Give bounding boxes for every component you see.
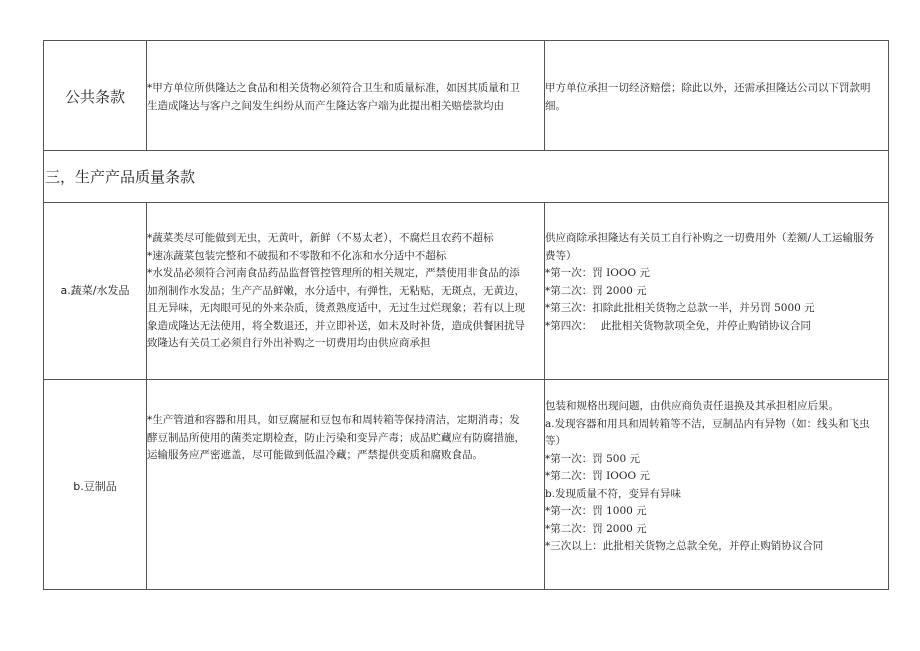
requirement-line: 运输服务应严密遮盖，尽可能做到低温冷藏；严禁提供变质和腐败食品。: [147, 449, 483, 461]
public-terms-penalty-line: 甲方单位承担一切经济赔偿；除此以外，还需承担隆达公司以下罚款明: [545, 82, 871, 94]
requirement-line: *速冻蔬菜包装完整和不破损和不零散和不化冻和水分适中不超标: [147, 249, 447, 262]
penalty-line: *第四次： 此批相关货物款项全免，并停止购销协议合同: [545, 319, 811, 332]
penalty-line: *第一次：罚 1000 元: [545, 505, 647, 517]
public-terms-label: 公共条款: [64, 88, 125, 106]
requirement-line: *生产管道和容器和用具，如豆腐屉和豆包布和周转箱等保持清洁，定期消毒；发: [147, 414, 520, 426]
public-terms-text: [147, 80, 544, 115]
penalty-line: *第二次：罚 IOOO 元: [545, 470, 650, 482]
public-terms-penalty: [545, 80, 887, 115]
table-border-bottom: [43, 589, 889, 590]
penalty-line: a.发现容器和用具和周转箱等不洁，豆制品内有异物（如：线头和飞虫: [545, 417, 870, 430]
vegetables-label: a.蔬菜/水发品: [60, 284, 130, 297]
public-terms-line: *甲方单位所供隆达之食品和相关货物必须符合卫生和质量标准，如因其质量和卫: [147, 82, 520, 94]
requirement-line: 致隆达有关员工必须自行外出补购之一切费用均由供应商承担: [147, 337, 431, 349]
bean-products-requirements: [147, 412, 544, 465]
section-title: 三，生产产品质量条款: [45, 168, 196, 186]
penalty-line: *第一次：罚 IOOO 元: [545, 267, 650, 279]
row-divider-1: [43, 150, 889, 151]
public-terms-line: 生造成隆达与客户之间发生纠纷从而产生隆达客户端为此提出相关赔偿款均由: [147, 99, 504, 112]
penalty-line: 费等）: [545, 249, 577, 262]
penalty-line: 供应商除承担隆达有关员工自行补购之一切费用外（差额/人工运输服务: [545, 232, 875, 244]
requirement-line: *蔬菜类尽可能做到无虫，无黄叶，新鲜（不易太老），不腐烂且农药不超标: [147, 232, 494, 244]
penalty-line: *第二次：罚 2000 元: [545, 284, 647, 297]
penalty-line: 包装和规格出现问题，由供应商负责任退换及其承担相应后果。: [545, 400, 839, 412]
penalty-line: 等）: [545, 435, 566, 447]
penalty-line: *第三次：扣除此批相关货物之总款一半，并另罚 5000 元: [545, 302, 815, 314]
bean-products-penalties: [545, 398, 887, 556]
table-border-left: [43, 40, 44, 590]
requirement-line: 象造成隆达无法使用，将全数退还，并立即补送，如未及时补货，造成供餐困扰导: [147, 319, 525, 332]
vegetables-requirements: [147, 230, 544, 353]
requirement-line: 加剂制作水发品；生产产品鲜嫩，水分适中，有弹性，无粘贴，无斑点，无黄边，: [147, 284, 525, 297]
bean-products-label: b.豆制品: [73, 480, 117, 493]
table-border-right: [888, 40, 889, 590]
row-divider-2: [43, 202, 889, 203]
requirement-line: 且无异味，无肉眼可见的外来杂质，烫煮熟度适中，无过生过烂现象；若有以上现: [147, 302, 525, 314]
penalty-line: *三次以上：此批相关货物之总款全免，并停止购销协议合同: [545, 540, 824, 552]
penalty-line: *第一次：罚 500 元: [545, 452, 640, 465]
penalty-line: b.发现质量不符，变异有异味: [545, 487, 682, 500]
vegetables-penalties: [545, 230, 887, 335]
requirement-line: 酵豆制品所使用的菌类定期检查，防止污染和变异产毒；成品贮藏应有防腐措施，: [147, 431, 525, 444]
row-divider-3: [43, 379, 889, 380]
requirement-line: *水发品必须符合河南食品药品监督管控管理所的相关规定，严禁使用非食品的添: [147, 267, 520, 279]
public-terms-penalty-line: 细。: [545, 99, 566, 112]
penalty-line: *第二次：罚 2000 元: [545, 522, 647, 535]
table-border-top: [43, 40, 889, 41]
